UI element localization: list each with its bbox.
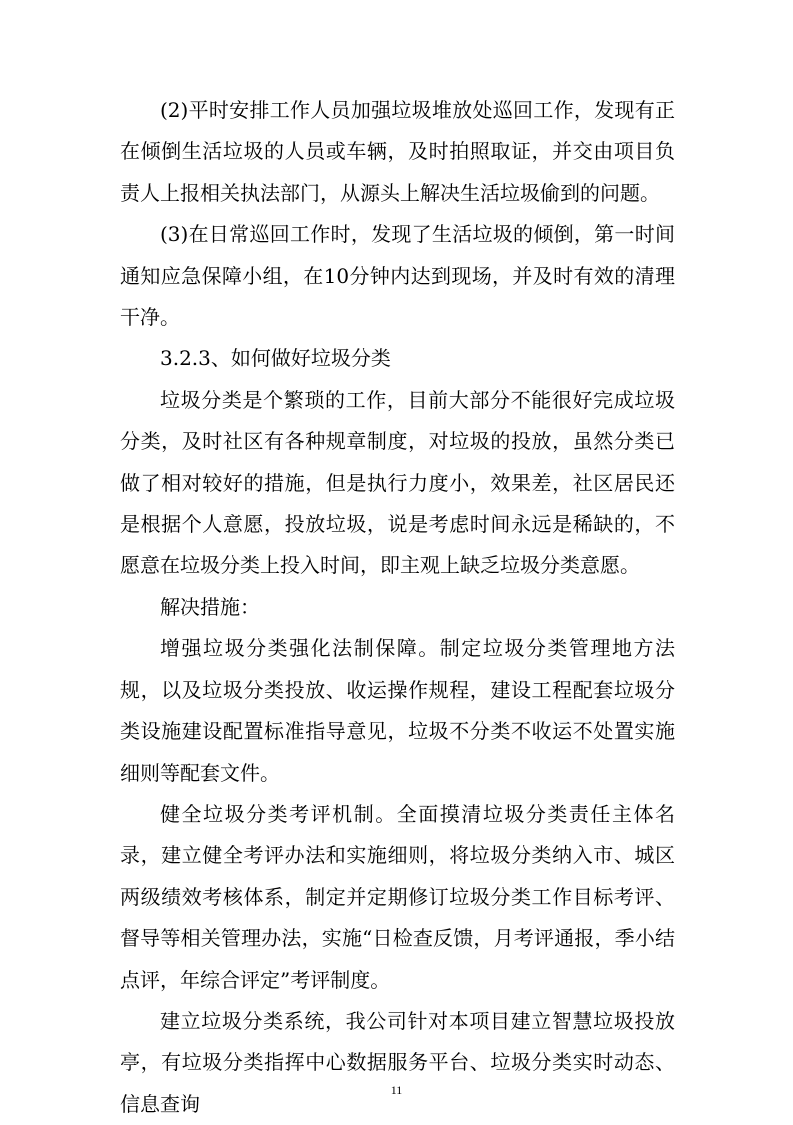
section-heading: 3.2.3、如何做好垃圾分类 bbox=[160, 346, 391, 371]
document-body bbox=[120, 90, 675, 1125]
paragraph-solution-label: 解决措施： bbox=[160, 594, 260, 619]
paragraph-problem: 垃圾分类是个繁琐的工作，目前大部分不能很好完成垃圾分类，及时社区有各种规章制度，对垃圾的投放，虽然分类已做了相对较好的措施，但是执行力度小，效果差，社区居民还是根据个人意愿，投放垃圾，说是考虑时间永远是稀缺的，不愿意在垃圾分类上投入时间，即主观上缺乏垃圾分类意愿。 bbox=[120, 387, 675, 578]
paragraph-item-3: (3)在日常巡回工作时，发现了生活垃圾的倾倒，第一时间通知应急保障小组，在10分钟内达到现场，并及时有效的清理干净。 bbox=[120, 222, 675, 330]
paragraph-classification-system: 建立垃圾分类系统，我公司针对本项目建立智慧垃圾投放亭，有垃圾分类指挥中心数据服务平台、垃圾分类实时动态、信息查询 bbox=[120, 1008, 675, 1116]
paragraph-legal-guarantee: 增强垃圾分类强化法制保障。制定垃圾分类管理地方法规，以及垃圾分类投放、收运操作规程，建设工程配套垃圾分类设施建设配置标准指导意见，垃圾不分类不收运不处置实施细则等配套文件。 bbox=[120, 636, 675, 785]
paragraph-item-2: (2)平时安排工作人员加强垃圾堆放处巡回工作，发现有正在倾倒生活垃圾的人员或车辆，及时拍照取证，并交由项目负责人上报相关执法部门，从源头上解决生活垃圾偷到的问题。 bbox=[120, 98, 675, 205]
page-number: 11 bbox=[390, 1083, 403, 1097]
paragraph-evaluation-mechanism: 健全垃圾分类考评机制。全面摸清垃圾分类责任主体名录，建立健全考评办法和实施细则，将垃圾分类纳入市、城区两级绩效考核体系，制定并定期修订垃圾分类工作目标考评、督导等相关管理办法，实施“日检查反馈，月考评通报，季小结点评，年综合评定”考评制度。 bbox=[120, 801, 675, 992]
